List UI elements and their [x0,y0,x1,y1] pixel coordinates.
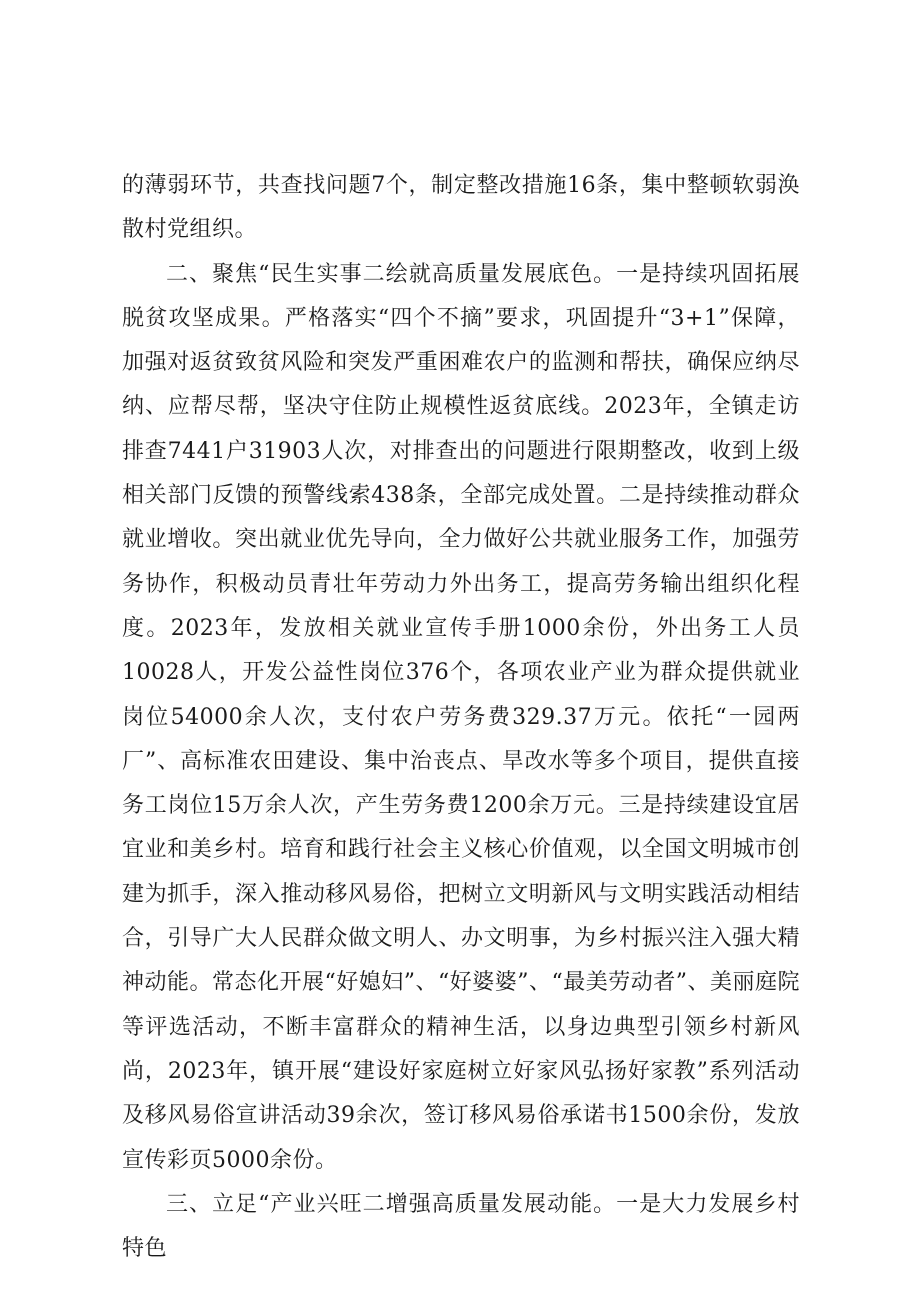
paragraph-section-three: 三、立足“产业兴旺二增强高质量发展动能。一是大力发展乡村特色 [122,1191,800,1262]
document-body [122,164,800,1271]
paragraph-continuation: 的薄弱环节，共查找问题7个，制定整改措施16条，集中整顿软弱涣散村党组织。 [122,173,800,243]
paragraph-section-two: 二、聚焦“民生实事二绘就高质量发展底色。一是持续巩固拓展脱贫攻坚成果。严格落实“四个不摘”要求，巩固提升“3+1”保障，加强对返贫致贫风险和突发严重困难农户的监测和帮扶，确保应纳尽纳、应帮尽帮，坚决守住防止规模性返贫底线。2023年，全镇走访排查7441户31903人次，对排查出的问题进行限期整改，收到上级相关部门反馈的预警线索438条，全部完成处置。二是持续推动群众就业增收。突出就业优先导向，全力做好公共就业服务工作，加强劳务协作，积极动员青壮年劳动力外出务工，提高劳务输出组织化程度。2023年，发放相关就业宣传手册1000余份，外出务工人员10028人，开发公益性岗位376个，各项农业产业为群众提供就业岗位54000余人次，支付农户劳务费329.37万元。依托“一园两厂”、高标准农田建设、集中治丧点、旱改水等多个项目，提供直接务工岗位15万余人次，产生劳务费1200余万元。三是持续建设宜居宜业和美乡村。培育和践行社会主义核心价值观，以全国文明城市创建为抓手，深入推动移风易俗，把树立文明新风与文明实践活动相结合，引导广大人民群众做文明人、办文明事，为乡村振兴注入强大精神动能。常态化开展“好媳妇”、“好婆婆”、“最美劳动者”、美丽庭院等评选活动，不断丰富群众的精神生活，以身边典型引领乡村新风尚，2023年，镇开展“建设好家庭树立好家风弘扬好家教”系列活动及移风易俗宣讲活动39余次，签订移风易俗承诺书1500余份，发放宣传彩页5000余份。 [122,261,801,1173]
